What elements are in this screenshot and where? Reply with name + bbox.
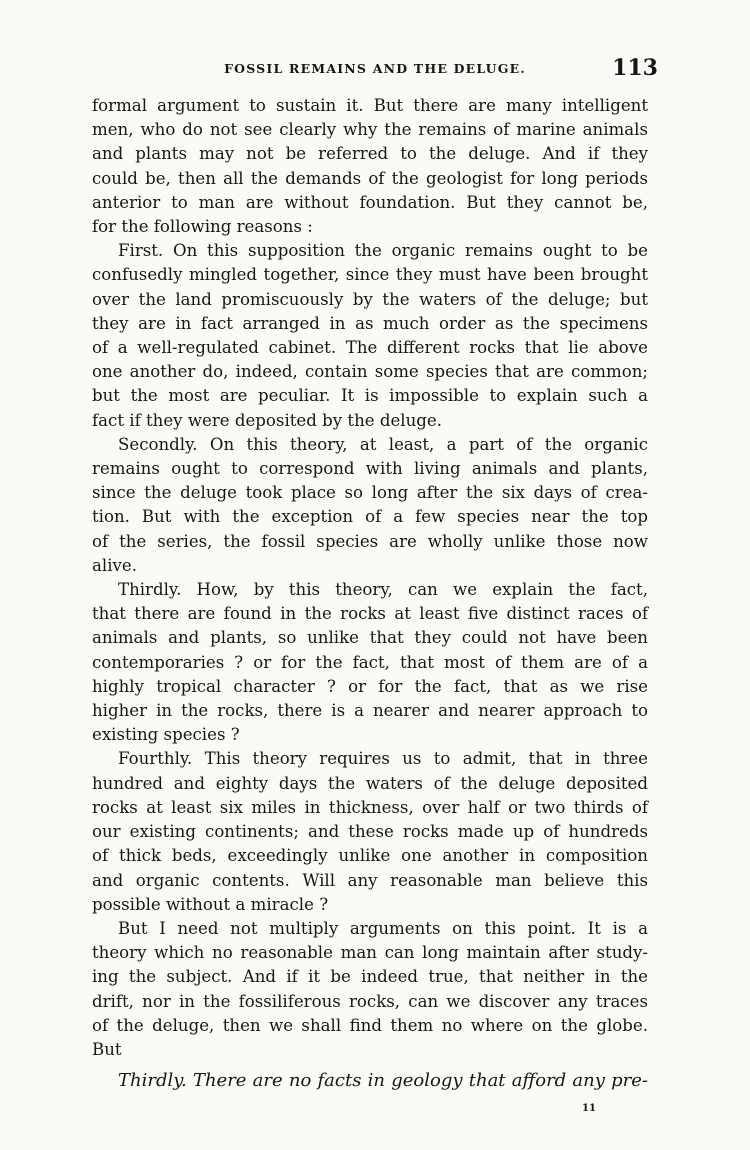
signature-mark: 11 bbox=[582, 1103, 596, 1114]
text-line: Thirdly. How, by this theory, can we explain the fact, bbox=[118, 580, 648, 600]
text-line: over the land promiscuously by the waters of the deluge; but bbox=[92, 289, 648, 309]
text-line: anterior to man are without foundation. But they cannot be, bbox=[92, 192, 648, 212]
text-line: First. On this supposition the organic remains ought to be bbox=[118, 241, 648, 261]
text-line: formal argument to sustain it. But there are many intelligent bbox=[92, 96, 648, 115]
running-title: FOSSIL REMAINS AND THE DELUGE. bbox=[224, 61, 526, 76]
text-line: one another do, indeed, contain some species that are common; bbox=[92, 362, 648, 382]
text-line: drift, nor in the fossiliferous rocks, can we discover any traces bbox=[92, 991, 648, 1011]
text-line: and plants may not be referred to the deluge. And if they bbox=[92, 144, 648, 164]
text-line: of a well-regulated cabinet. The different rocks that lie above bbox=[92, 338, 648, 358]
text-line: possible without a miracle ? bbox=[92, 894, 329, 914]
text-line: of the series, the fossil species are wholly unlike those now bbox=[92, 531, 648, 551]
paragraph bbox=[92, 578, 648, 747]
text-line: but the most are peculiar. It is impossible to explain such a bbox=[92, 386, 648, 406]
text-line: But bbox=[92, 1039, 122, 1059]
text-line: animals and plants, so unlike that they could not have been bbox=[92, 628, 648, 648]
text-line: of the deluge, then we shall find them no where on the globe. bbox=[92, 1015, 648, 1035]
page-header bbox=[92, 55, 658, 85]
text-line: contemporaries ? or for the fact, that most of them are of a bbox=[92, 652, 648, 672]
paragraph bbox=[92, 94, 648, 239]
text-line: and organic contents. Will any reasonable man believe this bbox=[92, 870, 648, 890]
text-line: tion. But with the exception of a few species near the top bbox=[92, 507, 648, 527]
italic-catchline: Thirdly. There are no facts in geology that afford any pre- bbox=[118, 1070, 648, 1091]
paragraph bbox=[92, 239, 648, 433]
body-text bbox=[92, 94, 648, 1062]
text-line: that there are found in the rocks at least five distinct races of bbox=[92, 604, 648, 624]
text-line: existing species ? bbox=[92, 725, 240, 745]
text-line: since the deluge took place so long after the six days of crea- bbox=[92, 483, 648, 503]
page-number: 113 bbox=[612, 55, 658, 81]
text-line: Fourthly. This theory requires us to admit, that in three bbox=[118, 749, 648, 769]
paragraph bbox=[92, 917, 648, 1062]
paragraph bbox=[92, 433, 648, 578]
text-line: they are in fact arranged in as much order as the specimens bbox=[92, 313, 648, 333]
text-line: remains ought to correspond with living animals and plants, bbox=[92, 459, 648, 479]
text-line: But I need not multiply arguments on this point. It is a bbox=[118, 918, 648, 938]
text-line: men, who do not see clearly why the remains of marine animals bbox=[92, 120, 648, 140]
text-line: confusedly mingled together, since they must have been brought bbox=[92, 265, 648, 285]
text-line: our existing continents; and these rocks made up of hundreds bbox=[92, 822, 648, 842]
text-line: ing the subject. And if it be indeed true, that neither in the bbox=[92, 967, 648, 987]
text-line: rocks at least six miles in thickness, over half or two thirds of bbox=[92, 797, 648, 817]
text-line: theory which no reasonable man can long maintain after study- bbox=[92, 943, 648, 963]
text-line: for the following reasons : bbox=[92, 217, 313, 237]
text-line: higher in the rocks, there is a nearer and nearer approach to bbox=[92, 701, 648, 721]
text-line: hundred and eighty days the waters of the deluge deposited bbox=[92, 773, 648, 793]
text-line: of thick beds, exceedingly unlike one another in composition bbox=[92, 846, 648, 866]
text-line: fact if they were deposited by the deluge. bbox=[92, 410, 443, 430]
text-line: could be, then all the demands of the geologist for long periods bbox=[92, 168, 648, 188]
paragraph bbox=[92, 747, 648, 916]
text-line: alive. bbox=[92, 555, 137, 575]
text-line: highly tropical character ? or for the fact, that as we rise bbox=[92, 676, 648, 696]
text-line: Secondly. On this theory, at least, a part of the organic bbox=[118, 434, 648, 454]
